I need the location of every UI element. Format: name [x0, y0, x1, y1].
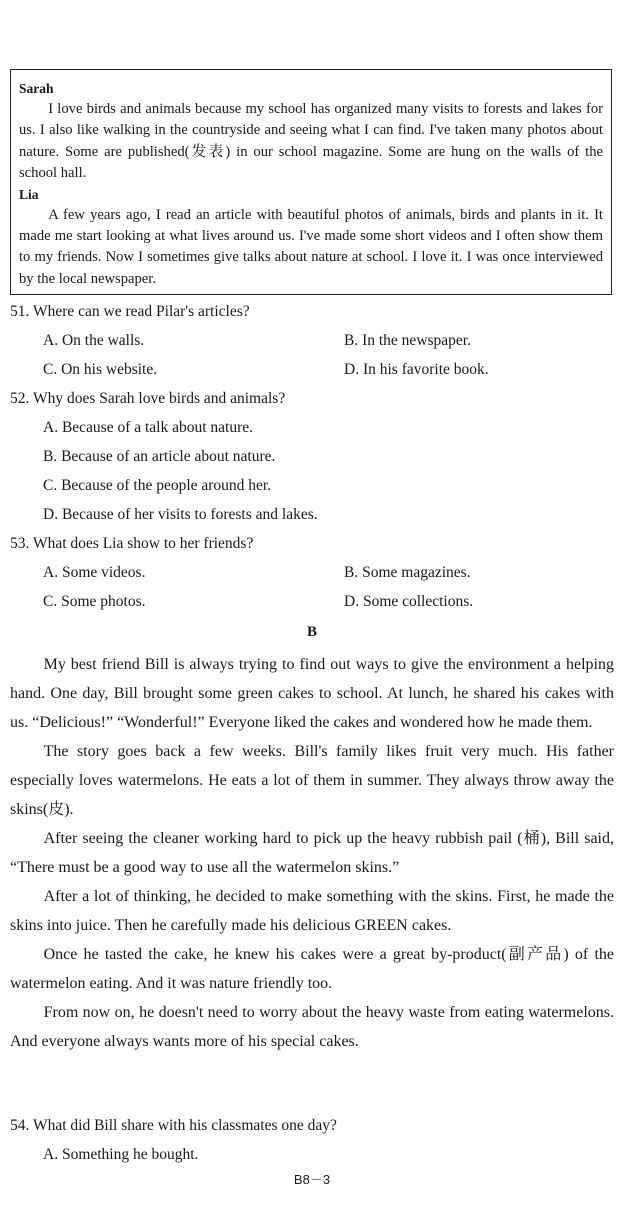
lia-text: A few years ago, I read an article with beautiful photos of animals, birds and plants in it. It made me start looking at what lives around us. I've made some short videos and I often show them to my friends. Now I sometimes give talks about nature at school. I love it. I was once interviewed by the local newspaper.	[19, 206, 603, 287]
lia-name: Lia	[19, 186, 39, 202]
q51-option-a: A. On the walls.	[43, 332, 145, 349]
q53-option-a: A. Some videos.	[43, 564, 146, 581]
question-51: 51. Where can we read Pilar's articles?	[10, 303, 250, 320]
q53-option-b: B. Some magazines.	[344, 564, 471, 581]
profiles-box	[10, 69, 612, 295]
passage-paragraph: My best friend Bill is always trying to find out ways to give the environment a helping hand. One day, Bill brought some green cakes to school. At lunch, he shared his cakes with us. “Delicious!” “Wonderful!” Everyone liked the cakes and wondered how he made them.	[10, 656, 614, 731]
q54-option-a: A. Something he bought.	[43, 1146, 199, 1163]
q53-option-c: C. Some photos.	[43, 593, 146, 610]
q51-option-c: C. On his website.	[43, 361, 158, 378]
question-54: 54. What did Bill share with his classmates one day?	[10, 1117, 337, 1134]
q51-option-d: D. In his favorite book.	[344, 361, 489, 378]
sarah-text: I love birds and animals because my school has organized many visits to forests and lakes for us. I also like walking in the countryside and seeing what I can find. I've taken many photos about nature. Some are published(发表) in our school magazine. Some are hung on the walls of the school hall.	[19, 101, 603, 182]
q51-option-b: B. In the newspaper.	[344, 332, 471, 349]
q52-option-a: A. Because of a talk about nature.	[43, 419, 254, 436]
passage-paragraph: The story goes back a few weeks. Bill's family likes fruit very much. His father especially loves watermelons. He eats a lot of them in summer. They always throw away the skins(皮).	[10, 743, 614, 818]
section-b-heading: B	[306, 624, 317, 640]
question-53: 53. What does Lia show to her friends?	[10, 535, 254, 552]
passage-paragraph: After seeing the cleaner working hard to pick up the heavy rubbish pail (桶), Bill said, “There must be a good way to use all the watermelon skins.”	[10, 830, 614, 876]
q52-option-b: B. Because of an article about nature.	[43, 448, 276, 465]
passage-paragraph: After a lot of thinking, he decided to make something with the skins. First, he made the skins into juice. Then he carefully made his delicious GREEN cakes.	[10, 888, 614, 934]
q53-option-d: D. Some collections.	[344, 593, 474, 610]
passage-paragraph: From now on, he doesn't need to worry about the heavy waste from eating watermelons. And everyone always wants more of his special cakes.	[10, 1004, 614, 1050]
q52-option-d: D. Because of her visits to forests and lakes.	[43, 506, 318, 523]
q52-option-c: C. Because of the people around her.	[43, 477, 272, 494]
question-52: 52. Why does Sarah love birds and animals?	[10, 390, 286, 407]
page-number: B8－3	[293, 1172, 331, 1187]
section-b-passage	[10, 650, 614, 1056]
sarah-name: Sarah	[19, 81, 54, 96]
passage-paragraph: Once he tasted the cake, he knew his cakes were a great by-product(副产品) of the watermelon eating. And it was nature friendly too.	[10, 946, 614, 992]
